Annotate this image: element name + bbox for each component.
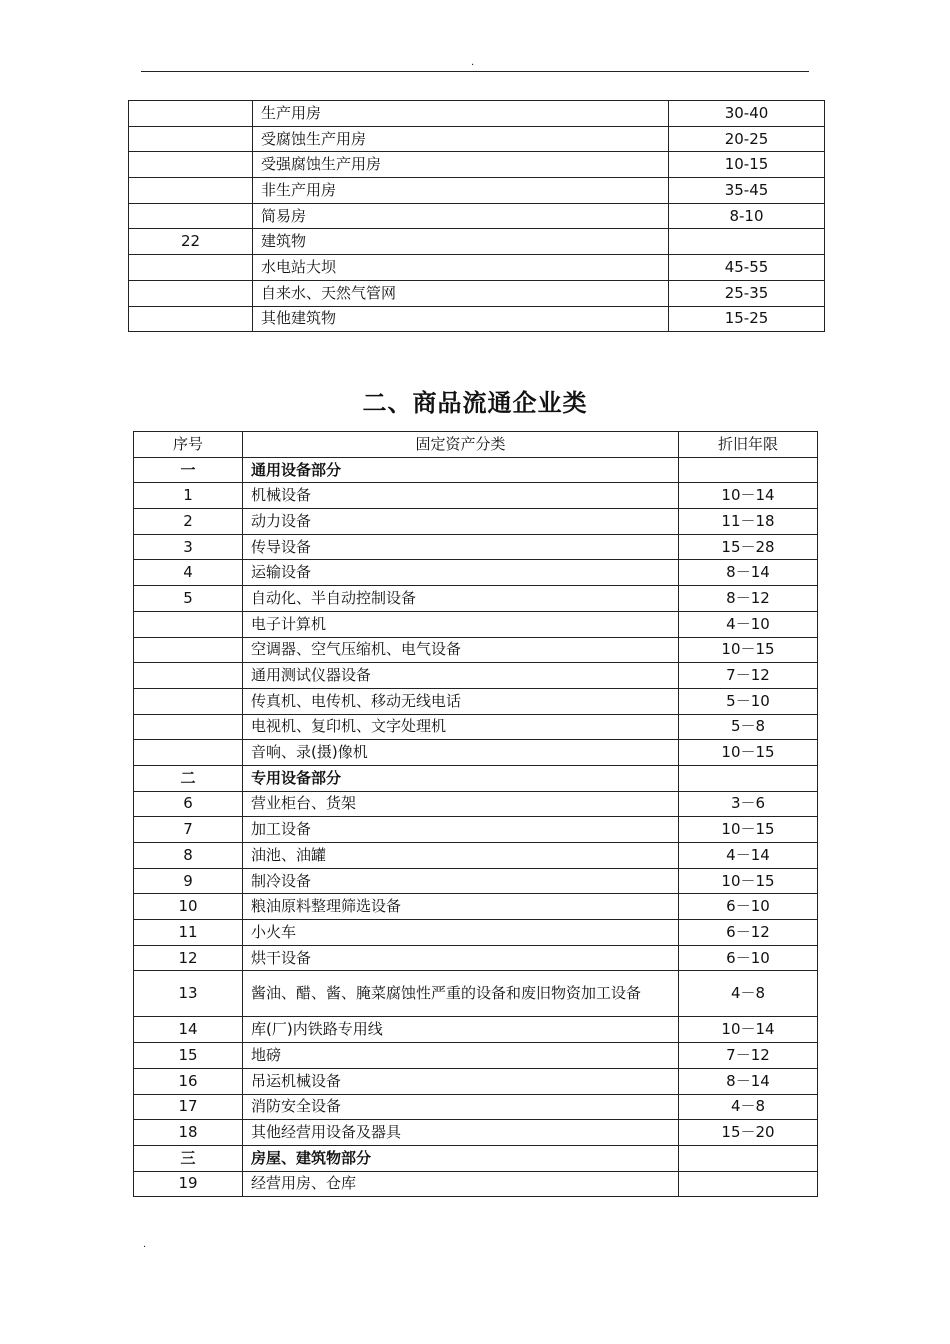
row-years [679, 1145, 818, 1171]
row-category: 自来水、天然气管网 [253, 280, 669, 306]
row-years: 5－8 [679, 714, 818, 740]
row-category: 油池、油罐 [243, 843, 679, 869]
row-years: 10－15 [679, 740, 818, 766]
row-category: 专用设备部分 [243, 765, 679, 791]
table-row [134, 843, 818, 869]
row-category: 电视机、复印机、文字处理机 [243, 714, 679, 740]
row-years: 4－14 [679, 843, 818, 869]
row-number: 1 [134, 483, 243, 509]
commerce-depreciation-table [133, 431, 818, 1197]
row-years: 15－20 [679, 1120, 818, 1146]
row-category: 消防安全设备 [243, 1094, 679, 1120]
row-number: 5 [134, 586, 243, 612]
table-row [134, 1068, 818, 1094]
table-row [134, 534, 818, 560]
row-number [129, 306, 253, 332]
table-row [134, 663, 818, 689]
row-category: 加工设备 [243, 817, 679, 843]
table-row [134, 920, 818, 946]
row-years: 5－10 [679, 688, 818, 714]
row-category: 地磅 [243, 1043, 679, 1069]
table-row [134, 457, 818, 483]
header-name: 固定资产分类 [243, 432, 679, 458]
table2-body [134, 457, 818, 1197]
table-row [134, 483, 818, 509]
row-category: 房屋、建筑物部分 [243, 1145, 679, 1171]
table-row [134, 791, 818, 817]
row-category: 电子计算机 [243, 611, 679, 637]
table-row [129, 203, 825, 229]
row-number: 17 [134, 1094, 243, 1120]
row-number: 7 [134, 817, 243, 843]
header-rule [141, 71, 809, 72]
row-category: 自动化、半自动控制设备 [243, 586, 679, 612]
row-years: 6－10 [679, 945, 818, 971]
row-years [679, 457, 818, 483]
table-row [134, 611, 818, 637]
table-row [134, 945, 818, 971]
row-years [679, 1171, 818, 1197]
table-row [134, 894, 818, 920]
row-number: 4 [134, 560, 243, 586]
row-years: 30-40 [669, 101, 825, 127]
row-category: 库(厂)内铁路专用线 [243, 1017, 679, 1043]
table-row [134, 740, 818, 766]
row-category: 生产用房 [253, 101, 669, 127]
row-category: 机械设备 [243, 483, 679, 509]
table-row [129, 229, 825, 255]
table-row [134, 509, 818, 535]
row-category: 经营用房、仓库 [243, 1171, 679, 1197]
table-row [134, 688, 818, 714]
row-years: 4－8 [679, 1094, 818, 1120]
row-number [134, 637, 243, 663]
row-category: 其他建筑物 [253, 306, 669, 332]
row-category: 音响、录(摄)像机 [243, 740, 679, 766]
row-category: 烘干设备 [243, 945, 679, 971]
row-years: 10－14 [679, 1017, 818, 1043]
table-row [134, 637, 818, 663]
row-years: 10－15 [679, 637, 818, 663]
row-years: 8－14 [679, 1068, 818, 1094]
row-category: 酱油、醋、酱、腌菜腐蚀性严重的设备和废旧物资加工设备 [243, 971, 679, 1017]
row-number: 18 [134, 1120, 243, 1146]
row-years [679, 765, 818, 791]
row-years: 8-10 [669, 203, 825, 229]
row-years [669, 229, 825, 255]
row-years: 15-25 [669, 306, 825, 332]
row-years: 35-45 [669, 178, 825, 204]
row-category: 传导设备 [243, 534, 679, 560]
row-number: 8 [134, 843, 243, 869]
row-number: 11 [134, 920, 243, 946]
table-row [129, 280, 825, 306]
header-years: 折旧年限 [679, 432, 818, 458]
table-row [134, 1145, 818, 1171]
row-years: 10－15 [679, 868, 818, 894]
row-years: 45-55 [669, 255, 825, 281]
row-number: 6 [134, 791, 243, 817]
row-years: 6－12 [679, 920, 818, 946]
row-years: 25-35 [669, 280, 825, 306]
table-row [129, 126, 825, 152]
table-row [129, 306, 825, 332]
table-row [134, 560, 818, 586]
row-category: 简易房 [253, 203, 669, 229]
table-row [129, 178, 825, 204]
table-row [134, 586, 818, 612]
header-mark: . [471, 57, 475, 68]
row-number: 22 [129, 229, 253, 255]
table1-body [129, 101, 825, 332]
row-years: 3－6 [679, 791, 818, 817]
row-number: 15 [134, 1043, 243, 1069]
row-number: 10 [134, 894, 243, 920]
section-title: 二、商品流通企业类 [362, 389, 588, 417]
row-category: 小火车 [243, 920, 679, 946]
row-number [134, 688, 243, 714]
row-years: 4－10 [679, 611, 818, 637]
table-row [129, 255, 825, 281]
row-number: 三 [134, 1145, 243, 1171]
table-row [134, 1171, 818, 1197]
row-years: 10－15 [679, 817, 818, 843]
row-category: 制冷设备 [243, 868, 679, 894]
row-years: 15－28 [679, 534, 818, 560]
row-number [134, 714, 243, 740]
row-category: 受强腐蚀生产用房 [253, 152, 669, 178]
row-category: 动力设备 [243, 509, 679, 535]
row-years: 10－14 [679, 483, 818, 509]
table-row [134, 1120, 818, 1146]
row-number: 一 [134, 457, 243, 483]
row-category: 水电站大坝 [253, 255, 669, 281]
row-years: 7－12 [679, 663, 818, 689]
row-number: 二 [134, 765, 243, 791]
table-row [134, 817, 818, 843]
depreciation-table-continued [128, 100, 825, 332]
footer-mark: . [143, 1239, 147, 1250]
row-category: 受腐蚀生产用房 [253, 126, 669, 152]
table-row [129, 152, 825, 178]
row-category: 建筑物 [253, 229, 669, 255]
row-number [129, 152, 253, 178]
row-years: 10-15 [669, 152, 825, 178]
row-number [129, 101, 253, 127]
row-number [134, 663, 243, 689]
row-number [129, 203, 253, 229]
row-category: 粮油原料整理筛选设备 [243, 894, 679, 920]
row-number: 2 [134, 509, 243, 535]
row-number: 14 [134, 1017, 243, 1043]
row-years: 11－18 [679, 509, 818, 535]
header-num: 序号 [134, 432, 243, 458]
row-years: 20-25 [669, 126, 825, 152]
row-years: 4－8 [679, 971, 818, 1017]
table-row [134, 971, 818, 1017]
table-row [134, 765, 818, 791]
table-row [134, 868, 818, 894]
table-row [134, 1094, 818, 1120]
row-years: 8－12 [679, 586, 818, 612]
row-number [129, 178, 253, 204]
row-number: 16 [134, 1068, 243, 1094]
row-number [134, 740, 243, 766]
row-category: 运输设备 [243, 560, 679, 586]
row-number [134, 611, 243, 637]
row-category: 营业柜台、货架 [243, 791, 679, 817]
row-category: 通用测试仪器设备 [243, 663, 679, 689]
row-number [129, 255, 253, 281]
row-number: 3 [134, 534, 243, 560]
row-years: 7－12 [679, 1043, 818, 1069]
row-number: 12 [134, 945, 243, 971]
row-number: 13 [134, 971, 243, 1017]
table-row [134, 1017, 818, 1043]
row-category: 空调器、空气压缩机、电气设备 [243, 637, 679, 663]
table-header-row [134, 432, 818, 458]
row-category: 其他经营用设备及器具 [243, 1120, 679, 1146]
row-category: 非生产用房 [253, 178, 669, 204]
row-number: 19 [134, 1171, 243, 1197]
table-row [134, 714, 818, 740]
row-number [129, 126, 253, 152]
row-category: 吊运机械设备 [243, 1068, 679, 1094]
row-years: 8－14 [679, 560, 818, 586]
row-category: 通用设备部分 [243, 457, 679, 483]
table-row [134, 1043, 818, 1069]
row-years: 6－10 [679, 894, 818, 920]
row-category: 传真机、电传机、移动无线电话 [243, 688, 679, 714]
row-number: 9 [134, 868, 243, 894]
table-row [129, 101, 825, 127]
row-number [129, 280, 253, 306]
